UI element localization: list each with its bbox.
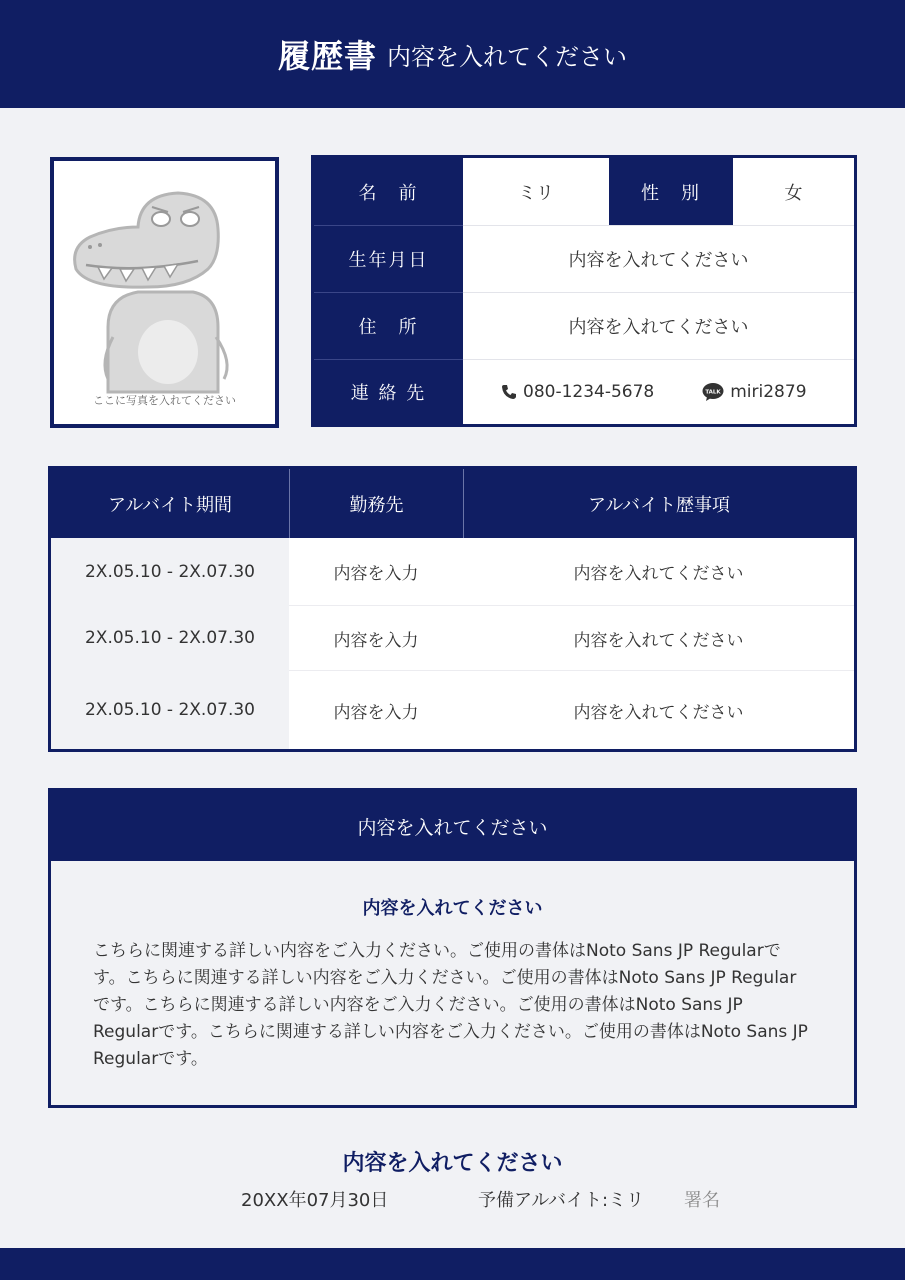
personal-info-table [311,155,857,427]
period-cell[interactable]: 2X.05.10 - 2X.07.30 [51,538,289,605]
statement-box [48,788,857,1108]
footer-date[interactable]: 20XX年07月30日 [241,1190,389,1211]
workplace-cell[interactable]: 内容を入力 [289,670,463,749]
signature-field[interactable]: 署名 [684,1190,720,1211]
address-label: 住 所 [314,292,463,359]
table-row [51,605,854,670]
talk-contact[interactable] [702,382,806,402]
workplace-cell[interactable]: 内容を入力 [333,564,419,584]
details-cell[interactable]: 内容を入れてください [573,564,744,584]
talk-badge-text: TALK [705,389,721,396]
details-cell[interactable]: 内容を入れてください [463,670,854,749]
birthdate-label: 生年月日 [314,225,463,292]
footer-bar [0,1248,905,1280]
page-subtitle: 内容を入れてください [387,42,627,71]
name-label: 名 前 [314,158,463,225]
talk-icon [702,382,724,402]
phone-number: 080-1234-5678 [523,382,655,402]
header-details: アルバイト歴事項 [463,469,854,538]
statement-subtitle[interactable]: 内容を入れてください [362,898,543,919]
details-cell[interactable]: 内容を入れてください [463,605,854,670]
phone-contact[interactable] [501,382,654,402]
table-row [51,538,854,605]
statement-header: 内容を入れてください [51,791,854,861]
period-cell[interactable]: 2X.05.10 - 2X.07.30 [51,670,289,749]
footer-title: 内容を入れてください [342,1151,563,1176]
phone-icon [501,384,517,400]
table-row [51,670,854,749]
footer-name[interactable]: 予備アルバイト:ミリ [478,1190,645,1211]
header-workplace: 勤務先 [289,469,463,538]
birthdate-value[interactable]: 内容を入れてください [463,225,854,292]
character-photo-placeholder [68,187,258,397]
photo-caption: ここに写真を入れてください [93,394,236,407]
page-title: 履歴書 [277,37,377,75]
page-header [0,0,905,108]
contact-value [463,359,854,424]
talk-id: miri2879 [730,382,807,402]
job-table-header [51,469,854,538]
workplace-cell[interactable]: 内容を入力 [289,605,463,670]
period-cell[interactable]: 2X.05.10 - 2X.07.30 [51,605,289,670]
contact-label: 連 絡 先 [314,359,463,424]
address-value[interactable]: 内容を入れてください [463,292,854,359]
gender-value[interactable]: 女 [784,182,803,204]
photo-frame[interactable] [50,157,279,428]
statement-body[interactable]: こちらに関連する詳しい内容をご入力ください。ご使用の書体はNoto Sans JP Regularです。こちらに関連する詳しい内容をご入力ください。ご使用の書体はNoto Sans JP Regularです。こちらに関連する詳しい内容をご入力ください。ご使用の書体はNoto Sans JP Regularです。こちらに関連する詳しい内容をご入力ください。ご使用の書体はNoto Sans JP Regularです。 [93,941,808,1069]
header-period: アルバイト期間 [107,494,233,516]
gender-label: 性 別 [609,158,733,225]
name-value[interactable]: ミリ [518,182,554,204]
job-history-table [48,466,857,752]
